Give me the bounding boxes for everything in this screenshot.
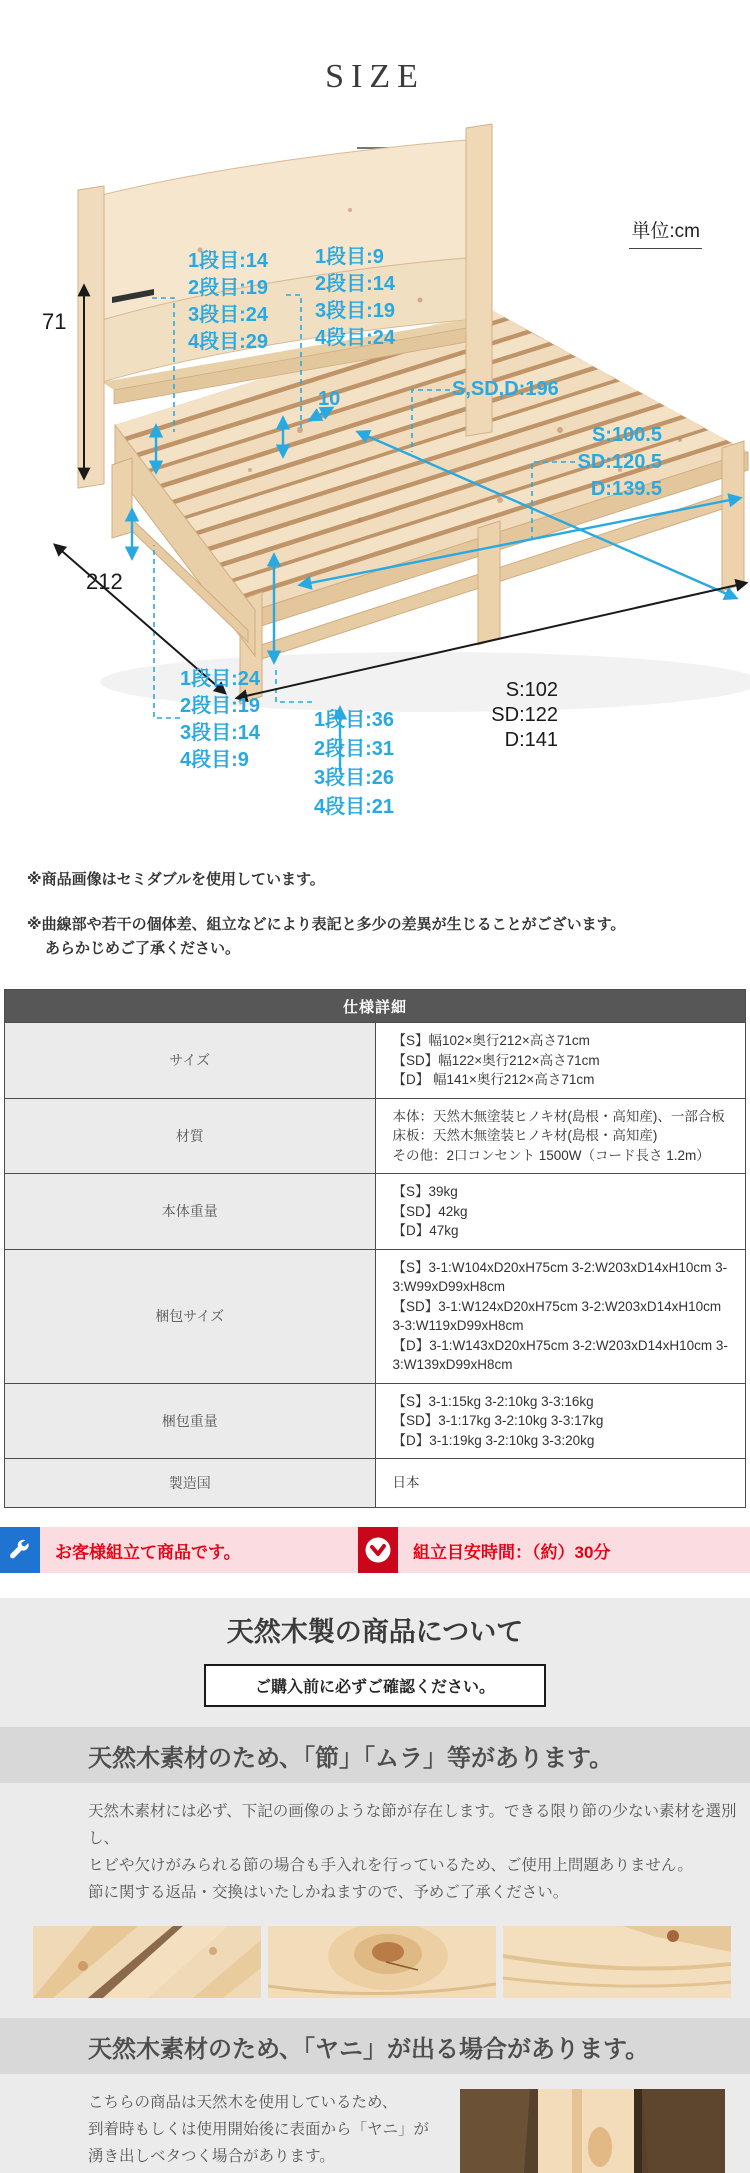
dim-line: SD:122: [491, 704, 558, 726]
page-title: SIZE: [325, 58, 425, 95]
spec-row-value: 【S】3-1:15kg 3-2:10kg 3-3:16kg 【SD】3-1:17kg 3-2:10kg 3-3:17kg 【D】3-1:19kg 3-2:10kg 3-3:20kg: [375, 1383, 746, 1459]
dim-line: S:100.5: [591, 424, 662, 446]
spec-table: [4, 989, 746, 1508]
wood-sample-image-2: [268, 1926, 496, 1998]
dim-line: 3段目:26: [314, 767, 395, 789]
spec-row-value: 日本: [375, 1459, 746, 1508]
clock-icon: [358, 1527, 398, 1573]
table-row: [5, 1249, 746, 1383]
assembly-banner-left-text: お客様組立て商品です。: [55, 1542, 241, 1562]
headboard-gaps-right-labels: [315, 244, 395, 352]
dim-line: 3段目:19: [315, 300, 396, 322]
dim-line: 3段目:24: [188, 304, 269, 326]
dim-line: 4段目:24: [315, 327, 396, 349]
spec-row-label: 梱包サイズ: [5, 1249, 376, 1383]
dim-line: 1段目:24: [180, 668, 261, 690]
spec-row-label: 梱包重量: [5, 1383, 376, 1459]
section1-body: 天然木素材には必ず、下記の画像のような節が存在します。できる限り節の少ない素材を選別し、 ヒビや欠けがみられる節の場合も手入れを行っているため、ご使用上問題ありません。 節に関する返品・交換はいたしかねますので、予めご了承ください。: [88, 1803, 737, 1901]
table-row: [5, 1174, 746, 1250]
dim-line: 2段目:31: [314, 738, 395, 760]
dim-line: 2段目:19: [180, 695, 261, 717]
dim-line: 1段目:36: [314, 709, 395, 731]
note-2-line2: あらかじめご了承ください。: [45, 940, 241, 957]
dim-line: 4段目:29: [188, 331, 269, 353]
section2-heading: 天然木素材のため、「ヤニ」が出る場合があります。: [0, 2018, 750, 2074]
dim-line: 2段目:14: [315, 273, 396, 295]
resin-sample-image: [460, 2089, 725, 2173]
section2-image-wrap: [460, 2089, 725, 2173]
assembly-banner: [0, 1527, 750, 1573]
dim-line: 4段目:9: [180, 749, 249, 771]
frame-gaps-front-labels: [314, 706, 394, 822]
shelf-depth-label: 10: [318, 388, 341, 410]
table-row: [5, 1023, 746, 1099]
wood-sample-image-1: [33, 1926, 261, 1998]
spec-row-value: 【S】幅102×奥行212×高さ71cm 【SD】幅122×奥行212×高さ71cm 【D】 幅141×奥行212×高さ71cm: [375, 1023, 746, 1099]
table-row: [5, 1459, 746, 1508]
section2-body: こちらの商品は天然木を使用しているため、 到着時もしくは使用開始後に表面から「ヤニ」が 湧き出しベタつく場合があります。: [88, 2094, 430, 2165]
dim-line: SD:120.5: [577, 451, 662, 473]
dim-line: 1段目:14: [188, 250, 269, 272]
wood-info-section: [0, 1598, 750, 2173]
spec-row-value: 【S】39kg 【SD】42kg 【D】47kg: [375, 1174, 746, 1250]
frame-gaps-left-labels: [180, 666, 260, 774]
section1-heading: 天然木素材のため、「節」「ムラ」等があります。: [0, 1727, 750, 1783]
spec-row-label: 材質: [5, 1098, 376, 1174]
dim-line: 3段目:14: [180, 722, 261, 744]
note-1: ※商品画像はセミダブルを使用しています。: [27, 871, 325, 888]
mattress-width-labels: [578, 422, 663, 503]
assembly-banner-right-text: 組立目安時間：（約）30分: [413, 1542, 611, 1562]
note-2: [27, 913, 750, 961]
spec-row-value: 本体：天然木無塗装ヒノキ材(島根・高知産)、一部合板 床板：天然木無塗装ヒノキ材(島根・高知産) その他：2口コンセント 1500W（コード長さ 1.2m）: [375, 1098, 746, 1174]
height-label: 71: [42, 309, 67, 334]
depth-label: 212: [86, 569, 123, 594]
unit-label: 単位:cm: [629, 216, 702, 249]
length-label: S,SD,D:196: [452, 378, 559, 400]
table-row: [5, 1383, 746, 1459]
dim-line: S:102: [505, 679, 558, 701]
dim-line: 1段目:9: [315, 246, 384, 268]
section2-content: [0, 2089, 750, 2173]
wood-sample-image-3: [503, 1926, 731, 1998]
note-2-line1: ※曲線部や若干の個体差、組立などにより表記と多少の差異が生じることがございます。: [27, 916, 626, 933]
notes-section: [0, 868, 750, 961]
spec-table-header: 仕様詳細: [5, 990, 746, 1023]
table-row: [5, 1098, 746, 1174]
size-diagram-section: [0, 0, 750, 820]
dim-line: 4段目:21: [314, 796, 395, 818]
dim-line: 2段目:19: [188, 277, 269, 299]
dim-line: D:141: [504, 729, 558, 751]
spec-row-label: 本体重量: [5, 1174, 376, 1250]
wood-sample-images: [33, 1926, 750, 1998]
dim-line: D:139.5: [590, 478, 662, 500]
wrench-icon: [0, 1527, 40, 1573]
spec-row-value: 【S】3-1:W104xD20xH75cm 3-2:W203xD14xH10cm 3-3:W99xD99xH8cm 【SD】3-1:W124xD20xH75cm 3-2:W203xD14xH10cm 3-3:W119xD99xH8cm 【D】3-1:W143xD20xH75cm 3-2:W203xD14xH10cm 3-3:W139xD99xH8cm: [375, 1249, 746, 1383]
headboard-gaps-left-labels: [188, 248, 268, 356]
spec-row-label: 製造国: [5, 1459, 376, 1508]
spec-row-label: サイズ: [5, 1023, 376, 1099]
confirm-box: ご購入前に必ずご確認ください。: [204, 1664, 546, 1707]
wood-info-title: 天然木製の商品について: [226, 1617, 524, 1647]
outer-width-labels: [491, 678, 558, 753]
